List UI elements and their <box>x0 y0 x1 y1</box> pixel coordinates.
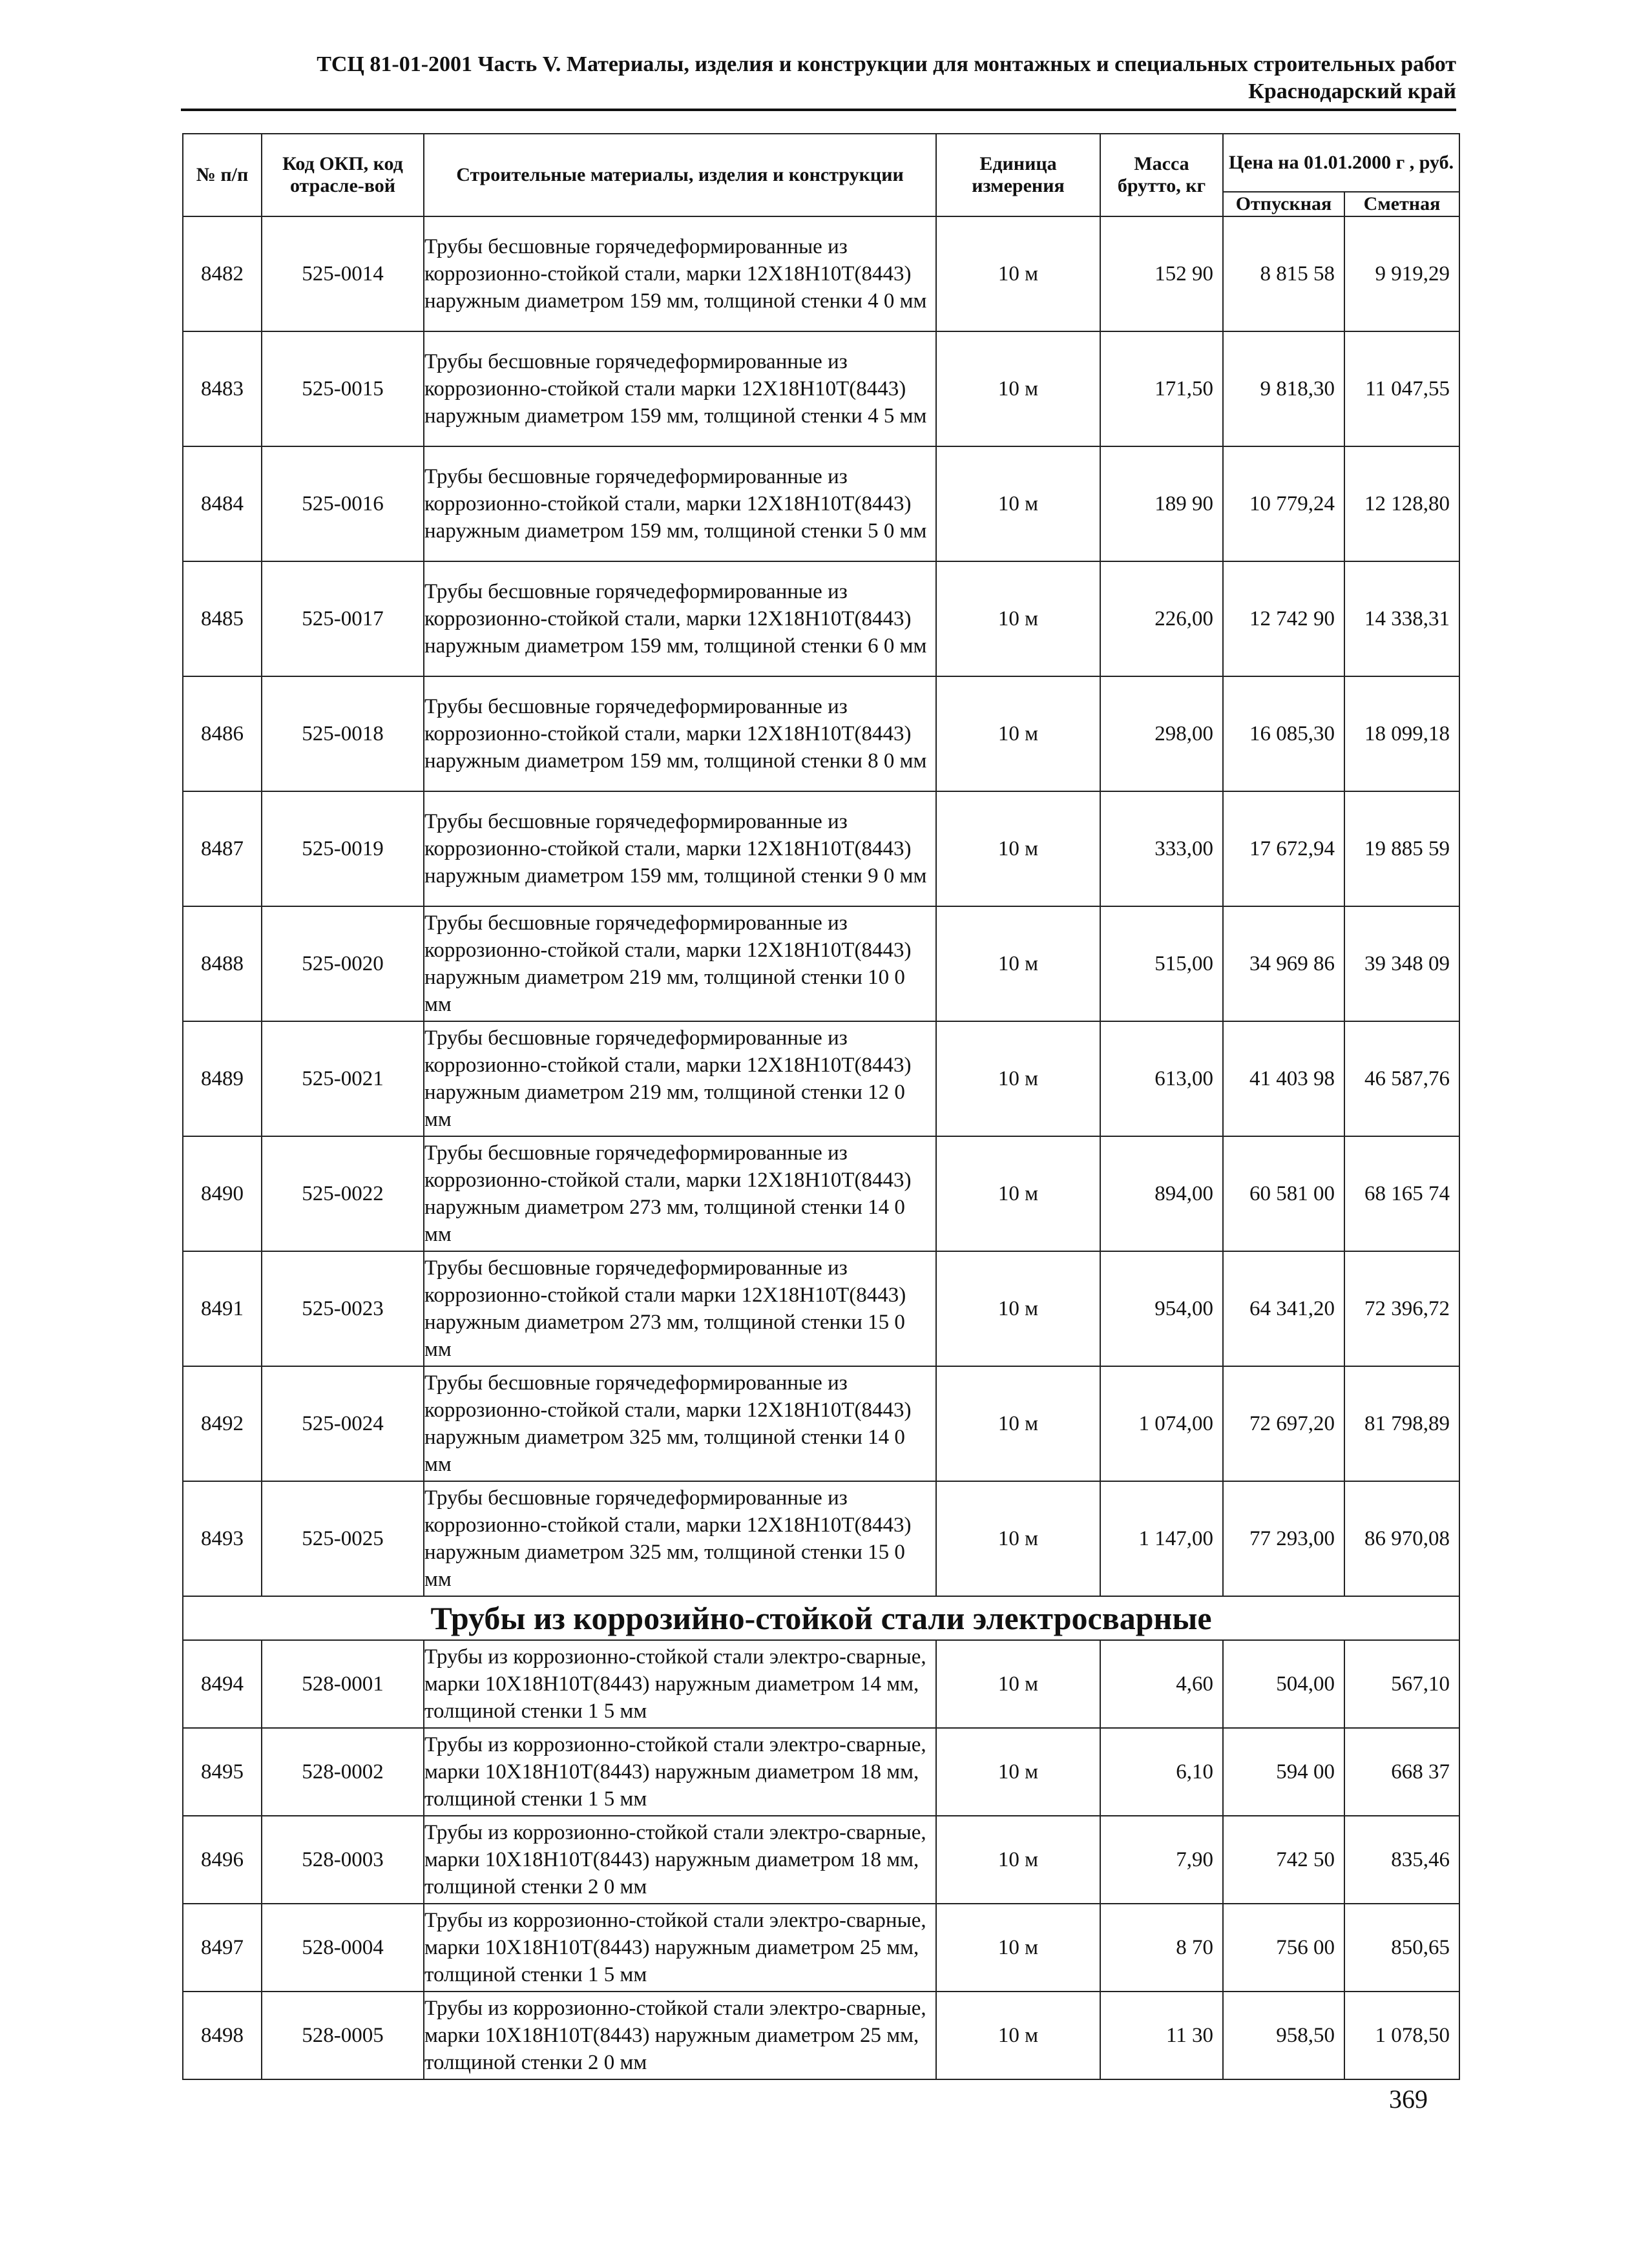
table-row <box>183 331 1459 446</box>
row-number: 8491 <box>183 1251 262 1366</box>
row-number: 8496 <box>183 1816 262 1904</box>
table-row <box>183 1992 1459 2079</box>
row-mass: 171,50 <box>1100 331 1223 446</box>
row-mass: 189 90 <box>1100 446 1223 561</box>
row-mass: 8 70 <box>1100 1904 1223 1992</box>
row-unit: 10 м <box>936 1021 1100 1136</box>
row-release-price: 9 818,30 <box>1223 331 1344 446</box>
row-unit: 10 м <box>936 216 1100 331</box>
table-row <box>183 1481 1459 1596</box>
row-mass: 613,00 <box>1100 1021 1223 1136</box>
row-unit: 10 м <box>936 446 1100 561</box>
row-mass: 7,90 <box>1100 1816 1223 1904</box>
row-code: 525-0024 <box>262 1366 424 1481</box>
row-unit: 10 м <box>936 561 1100 676</box>
row-release-price: 504,00 <box>1223 1640 1344 1728</box>
row-estimate-price: 68 165 74 <box>1344 1136 1459 1251</box>
row-description: Трубы бесшовные горячедеформированные из коррозионно-стойкой стали марки 12Х18Н10Т(8443) наружным диаметром 273 мм, толщиной стенки 15 0 мм <box>424 1251 936 1366</box>
row-number: 8495 <box>183 1728 262 1816</box>
row-code: 528-0004 <box>262 1904 424 1992</box>
table-row <box>183 1640 1459 1728</box>
col-header-unit: Единица измерения <box>936 134 1100 216</box>
col-header-price: Цена на 01.01.2000 г , руб. <box>1223 134 1459 192</box>
row-code: 525-0019 <box>262 791 424 906</box>
table-body-welded <box>183 1640 1459 2079</box>
row-description: Трубы из коррозионно-стойкой стали электро-сварные, марки 10Х18Н10Т(8443) наружным диаметром 14 мм, толщиной стенки 1 5 мм <box>424 1640 936 1728</box>
row-release-price: 742 50 <box>1223 1816 1344 1904</box>
row-unit: 10 м <box>936 331 1100 446</box>
row-code: 525-0023 <box>262 1251 424 1366</box>
page-number: 369 <box>1389 2085 1428 2114</box>
table-row <box>183 1021 1459 1136</box>
row-estimate-price: 14 338,31 <box>1344 561 1459 676</box>
row-code: 528-0001 <box>262 1640 424 1728</box>
row-mass: 1 147,00 <box>1100 1481 1223 1596</box>
row-code: 525-0015 <box>262 331 424 446</box>
row-estimate-price: 72 396,72 <box>1344 1251 1459 1366</box>
row-mass: 333,00 <box>1100 791 1223 906</box>
row-number: 8485 <box>183 561 262 676</box>
row-mass: 152 90 <box>1100 216 1223 331</box>
row-unit: 10 м <box>936 1992 1100 2079</box>
row-release-price: 10 779,24 <box>1223 446 1344 561</box>
table-row <box>183 1728 1459 1816</box>
row-estimate-price: 86 970,08 <box>1344 1481 1459 1596</box>
row-number: 8492 <box>183 1366 262 1481</box>
row-number: 8488 <box>183 906 262 1021</box>
row-description: Трубы из коррозионно-стойкой стали электро-сварные, марки 10Х18Н10Т(8443) наружным диаметром 25 мм, толщиной стенки 1 5 мм <box>424 1904 936 1992</box>
table-row <box>183 561 1459 676</box>
row-estimate-price: 1 078,50 <box>1344 1992 1459 2079</box>
row-release-price: 34 969 86 <box>1223 906 1344 1021</box>
col-header-number: № п/п <box>183 134 262 216</box>
row-description: Трубы бесшовные горячедеформированные из коррозионно-стойкой стали, марки 12Х18Н10Т(8443) наружным диаметром 219 мм, толщиной стенки 10 0 мм <box>424 906 936 1021</box>
row-number: 8490 <box>183 1136 262 1251</box>
row-unit: 10 м <box>936 1251 1100 1366</box>
row-release-price: 16 085,30 <box>1223 676 1344 791</box>
row-mass: 11 30 <box>1100 1992 1223 2079</box>
row-release-price: 77 293,00 <box>1223 1481 1344 1596</box>
document-title: ТСЦ 81-01-2001 Часть V. Материалы, изделия и конструкции для монтажных и специальных строительных работ <box>317 52 1456 76</box>
row-mass: 894,00 <box>1100 1136 1223 1251</box>
row-code: 525-0016 <box>262 446 424 561</box>
row-release-price: 8 815 58 <box>1223 216 1344 331</box>
table-row <box>183 1251 1459 1366</box>
table-row <box>183 791 1459 906</box>
row-estimate-price: 9 919,29 <box>1344 216 1459 331</box>
row-release-price: 12 742 90 <box>1223 561 1344 676</box>
row-unit: 10 м <box>936 1366 1100 1481</box>
row-number: 8487 <box>183 791 262 906</box>
row-unit: 10 м <box>936 1136 1100 1251</box>
row-release-price: 60 581 00 <box>1223 1136 1344 1251</box>
row-description: Трубы бесшовные горячедеформированные из коррозионно-стойкой стали, марки 12Х18Н10Т(8443) наружным диаметром 325 мм, толщиной стенки 15 0 мм <box>424 1481 936 1596</box>
row-release-price: 41 403 98 <box>1223 1021 1344 1136</box>
page-header <box>181 50 1456 111</box>
row-unit: 10 м <box>936 1728 1100 1816</box>
price-table <box>182 133 1460 2080</box>
table-row <box>183 676 1459 791</box>
row-description: Трубы бесшовные горячедеформированные из коррозионно-стойкой стали, марки 12Х18Н10Т(8443) наружным диаметром 159 мм, толщиной стенки 5 0 мм <box>424 446 936 561</box>
row-estimate-price: 39 348 09 <box>1344 906 1459 1021</box>
row-estimate-price: 835,46 <box>1344 1816 1459 1904</box>
row-code: 525-0018 <box>262 676 424 791</box>
row-code: 525-0021 <box>262 1021 424 1136</box>
row-estimate-price: 81 798,89 <box>1344 1366 1459 1481</box>
row-number: 8484 <box>183 446 262 561</box>
row-code: 525-0022 <box>262 1136 424 1251</box>
row-description: Трубы из коррозионно-стойкой стали электро-сварные, марки 10Х18Н10Т(8443) наружным диаметром 18 мм, толщиной стенки 1 5 мм <box>424 1728 936 1816</box>
row-estimate-price: 668 37 <box>1344 1728 1459 1816</box>
row-description: Трубы бесшовные горячедеформированные из коррозионно-стойкой стали, марки 12Х18Н10Т(8443) наружным диаметром 159 мм, толщиной стенки 4 0 мм <box>424 216 936 331</box>
table-row <box>183 216 1459 331</box>
row-release-price: 594 00 <box>1223 1728 1344 1816</box>
row-description: Трубы бесшовные горячедеформированные из коррозионно-стойкой стали, марки 12Х18Н10Т(8443) наружным диаметром 273 мм, толщиной стенки 14 0 мм <box>424 1136 936 1251</box>
row-mass: 298,00 <box>1100 676 1223 791</box>
row-number: 8483 <box>183 331 262 446</box>
row-code: 525-0025 <box>262 1481 424 1596</box>
row-unit: 10 м <box>936 676 1100 791</box>
row-mass: 6,10 <box>1100 1728 1223 1816</box>
table-row <box>183 1136 1459 1251</box>
row-unit: 10 м <box>936 1816 1100 1904</box>
row-mass: 226,00 <box>1100 561 1223 676</box>
row-mass: 1 074,00 <box>1100 1366 1223 1481</box>
row-description: Трубы бесшовные горячедеформированные из коррозионно-стойкой стали, марки 12Х18Н10Т(8443) наружным диаметром 219 мм, толщиной стенки 12 0 мм <box>424 1021 936 1136</box>
table-row <box>183 906 1459 1021</box>
row-description: Трубы бесшовные горячедеформированные из коррозионно-стойкой стали, марки 12Х18Н10Т(8443) наружным диаметром 159 мм, толщиной стенки 6 0 мм <box>424 561 936 676</box>
row-estimate-price: 11 047,55 <box>1344 331 1459 446</box>
row-number: 8498 <box>183 1992 262 2079</box>
table-row <box>183 1366 1459 1481</box>
table-row <box>183 1816 1459 1904</box>
table-row <box>183 1904 1459 1992</box>
row-code: 525-0020 <box>262 906 424 1021</box>
row-estimate-price: 18 099,18 <box>1344 676 1459 791</box>
row-release-price: 17 672,94 <box>1223 791 1344 906</box>
row-estimate-price: 12 128,80 <box>1344 446 1459 561</box>
row-unit: 10 м <box>936 1640 1100 1728</box>
row-release-price: 64 341,20 <box>1223 1251 1344 1366</box>
row-unit: 10 м <box>936 906 1100 1021</box>
row-estimate-price: 46 587,76 <box>1344 1021 1459 1136</box>
row-description: Трубы бесшовные горячедеформированные из коррозионно-стойкой стали, марки 12Х18Н10Т(8443) наружным диаметром 159 мм, толщиной стенки 8 0 мм <box>424 676 936 791</box>
table-body-seamless <box>183 216 1459 1596</box>
row-description: Трубы из коррозионно-стойкой стали электро-сварные, марки 10Х18Н10Т(8443) наружным диаметром 18 мм, толщиной стенки 2 0 мм <box>424 1816 936 1904</box>
row-release-price: 72 697,20 <box>1223 1366 1344 1481</box>
row-number: 8493 <box>183 1481 262 1596</box>
table-section <box>183 1596 1459 1640</box>
table-row <box>183 446 1459 561</box>
row-number: 8489 <box>183 1021 262 1136</box>
row-number: 8494 <box>183 1640 262 1728</box>
row-description: Трубы бесшовные горячедеформированные из коррозионно-стойкой стали марки 12Х18Н10Т(8443) наружным диаметром 159 мм, толщиной стенки 4 5 мм <box>424 331 936 446</box>
row-estimate-price: 19 885 59 <box>1344 791 1459 906</box>
section-title: Трубы из коррозийно-стойкой стали электросварные <box>183 1596 1459 1640</box>
row-mass: 954,00 <box>1100 1251 1223 1366</box>
row-description: Трубы бесшовные горячедеформированные из коррозионно-стойкой стали, марки 12Х18Н10Т(8443) наружным диаметром 325 мм, толщиной стенки 14 0 мм <box>424 1366 936 1481</box>
row-release-price: 958,50 <box>1223 1992 1344 2079</box>
row-description: Трубы бесшовные горячедеформированные из коррозионно-стойкой стали, марки 12Х18Н10Т(8443) наружным диаметром 159 мм, толщиной стенки 9 0 мм <box>424 791 936 906</box>
row-number: 8482 <box>183 216 262 331</box>
row-unit: 10 м <box>936 1481 1100 1596</box>
row-code: 528-0003 <box>262 1816 424 1904</box>
region-label: Краснодарский край <box>1248 79 1456 103</box>
row-unit: 10 м <box>936 1904 1100 1992</box>
row-release-price: 756 00 <box>1223 1904 1344 1992</box>
row-estimate-price: 567,10 <box>1344 1640 1459 1728</box>
row-unit: 10 м <box>936 791 1100 906</box>
row-number: 8486 <box>183 676 262 791</box>
row-mass: 515,00 <box>1100 906 1223 1021</box>
row-estimate-price: 850,65 <box>1344 1904 1459 1992</box>
row-description: Трубы из коррозионно-стойкой стали электро-сварные, марки 10Х18Н10Т(8443) наружным диаметром 25 мм, толщиной стенки 2 0 мм <box>424 1992 936 2079</box>
col-header-name: Строительные материалы, изделия и конструкции <box>424 134 936 216</box>
col-header-release-price: Отпускная <box>1223 192 1344 216</box>
row-code: 528-0002 <box>262 1728 424 1816</box>
row-code: 528-0005 <box>262 1992 424 2079</box>
col-header-code: Код ОКП, код отрасле-вой <box>262 134 424 216</box>
col-header-estimate-price: Сметная <box>1344 192 1459 216</box>
row-mass: 4,60 <box>1100 1640 1223 1728</box>
row-code: 525-0014 <box>262 216 424 331</box>
row-number: 8497 <box>183 1904 262 1992</box>
col-header-mass: Масса брутто, кг <box>1100 134 1223 216</box>
row-code: 525-0017 <box>262 561 424 676</box>
